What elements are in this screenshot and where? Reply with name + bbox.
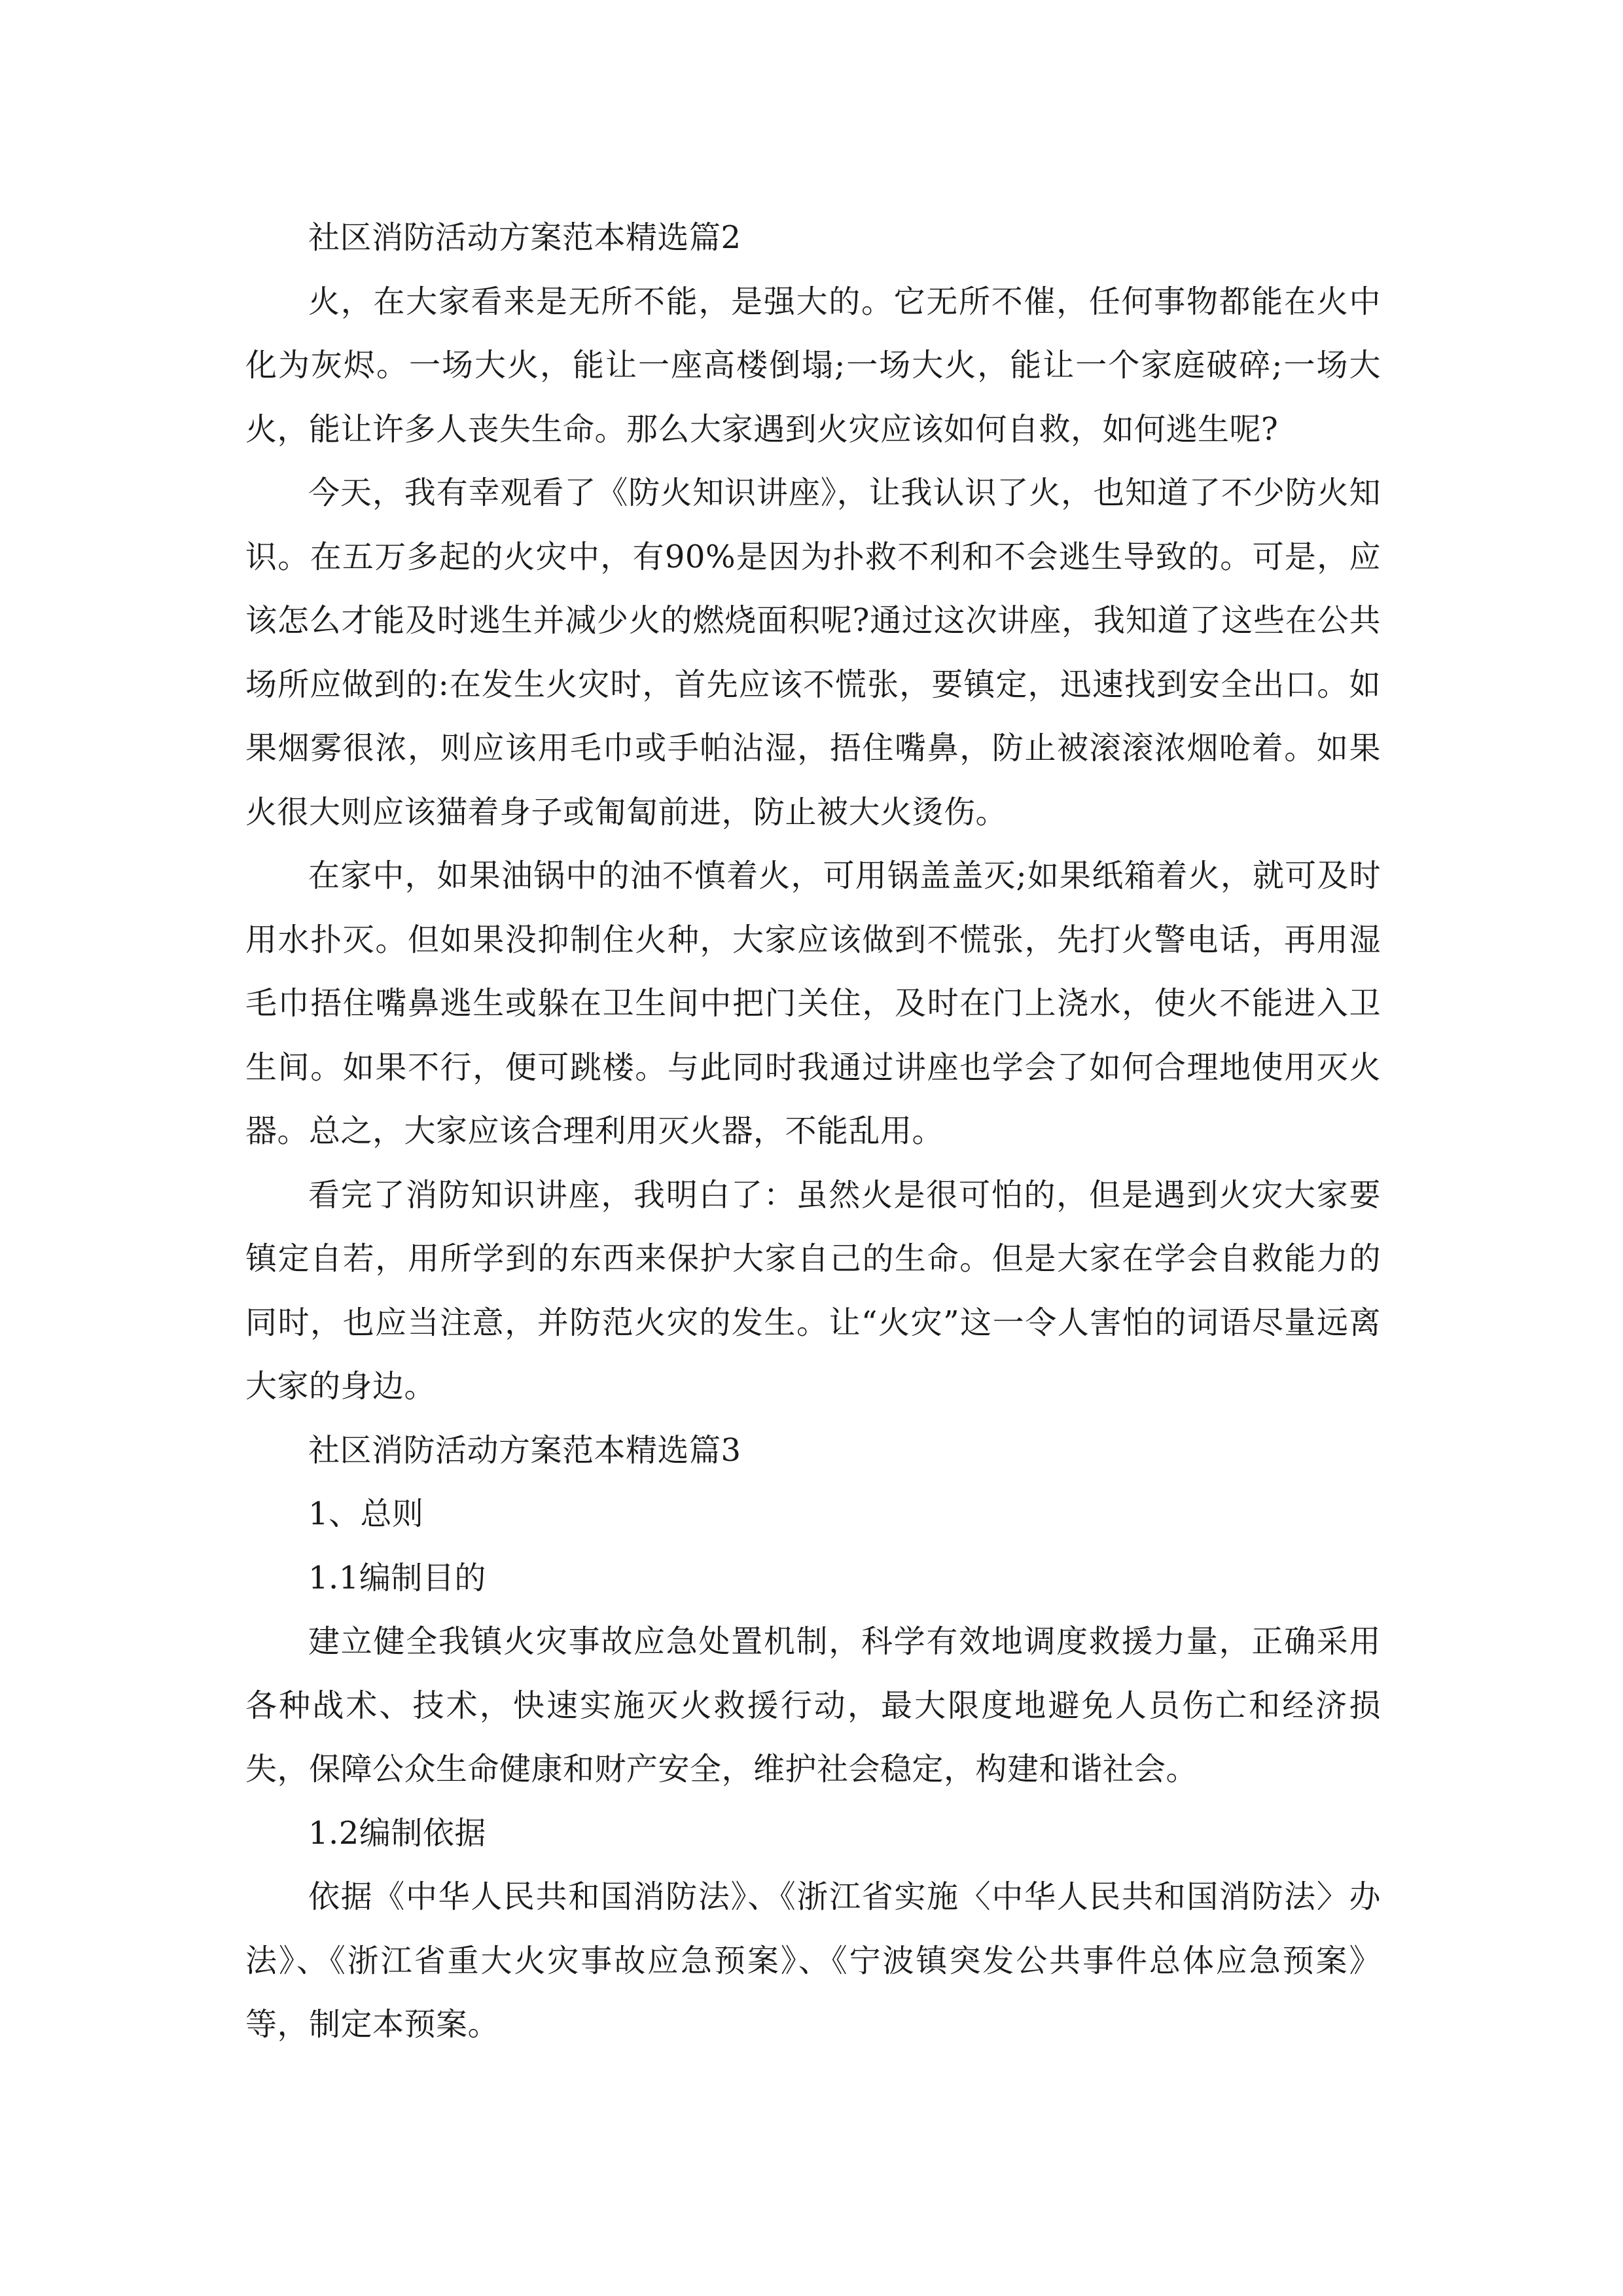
paragraph-fire-intro: 火，在大家看来是无所不能，是强大的。它无所不催，任何事物都能在火中化为灰烬。一场大火，能让一座高楼倒塌;一场大火，能让一个家庭破碎;一场大火，能让许多人丧失生命。那么大家遇到火灾应该如何自救，如何逃生呢?: [245, 283, 1381, 448]
section-heading-2: 社区消防活动方案范本精选篇2: [308, 219, 741, 256]
document-body: [245, 206, 1381, 2057]
subheading-general-rules: 1、总则: [308, 1496, 424, 1532]
subheading-basis: 1.2编制依据: [308, 1814, 486, 1852]
section-heading-3: 社区消防活动方案范本精选篇3: [308, 1431, 741, 1469]
paragraph-lecture: 今天，我有幸观看了《防火知识讲座》，让我认识了火，也知道了不少防火知识。在五万多起的火灾中，有90%是因为扑救不利和不会逃生导致的。可是，应该怎么才能及时逃生并减少火的燃烧面积呢?通过这次讲座，我知道了这些在公共场所应做到的:在发生火灾时，首先应该不慌张，要镇定，迅速找到安全出口。如果烟雾很浓，则应该用毛巾或手帕沾湿，捂住嘴鼻，防止被滚滚浓烟呛着。如果火很大则应该猫着身子或匍匐前进，防止被大火烫伤。: [245, 475, 1381, 831]
subheading-purpose: 1.1编制目的: [308, 1559, 486, 1596]
paragraph-basis: 依据《中华人民共和国消防法》、《浙江省实施〈中华人民共和国消防法〉办法》、《浙江省重大火灾事故应急预案》、《宁波镇突发公共事件总体应急预案》等，制定本预案。: [245, 1878, 1381, 2043]
paragraph-home-safety: 在家中，如果油锅中的油不慎着火，可用锅盖盖灭;如果纸箱着火，就可及时用水扑灭。但如果没抑制住火种，大家应该做到不慌张，先打火警电话，再用湿毛巾捂住嘴鼻逃生或躲在卫生间中把门关住，及时在门上浇水，使火不能进入卫生间。如果不行，便可跳楼。与此同时我通过讲座也学会了如何合理地使用灭火器。总之，大家应该合理利用灭火器，不能乱用。: [245, 857, 1381, 1149]
paragraph-conclusion: 看完了消防知识讲座，我明白了：虽然火是很可怕的，但是遇到火灾大家要镇定自若，用所学到的东西来保护大家自己的生命。但是大家在学会自救能力的同时，也应当注意，并防范火灾的发生。让“火灾”这一令人害怕的词语尽量远离大家的身边。: [245, 1176, 1381, 1405]
paragraph-purpose: 建立健全我镇火灾事故应急处置机制，科学有效地调度救援力量，正确采用各种战术、技术，快速实施灭火救援行动，最大限度地避免人员伤亡和经济损失，保障公众生命健康和财产安全，维护社会稳定，构建和谐社会。: [245, 1623, 1381, 1787]
